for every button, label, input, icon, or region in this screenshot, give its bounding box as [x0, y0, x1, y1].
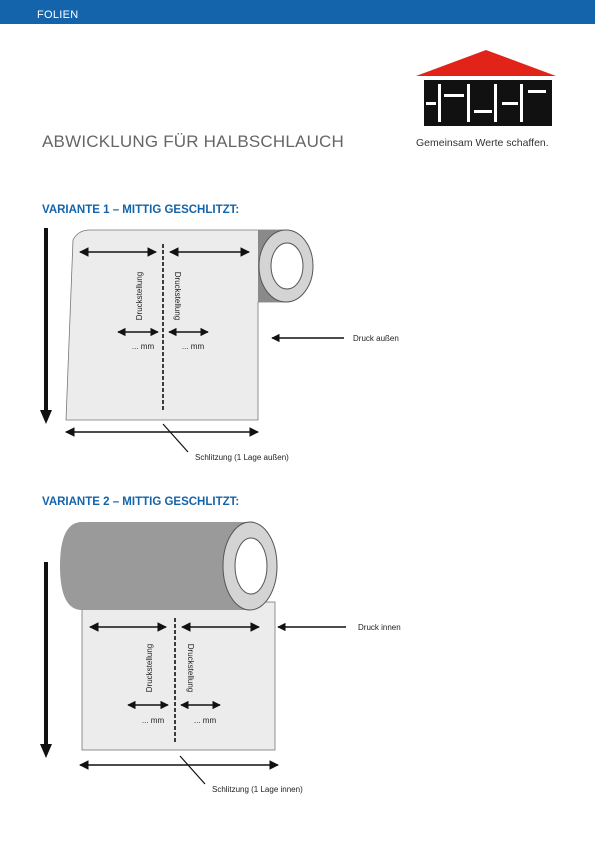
print-position-label-right: Druckstellung: [173, 271, 182, 321]
print-position-label-right: Druckstellung: [186, 643, 195, 693]
section-tag: FOLIEN: [37, 9, 79, 21]
roll-core: [271, 243, 303, 289]
dim-label-left: ... mm: [141, 716, 165, 725]
roll-body: [60, 522, 250, 610]
dim-label-right: ... mm: [193, 716, 217, 725]
print-side-label: Druck außen: [353, 334, 399, 343]
variant-2-diagram: [0, 515, 595, 805]
slit-leader-line: [163, 424, 188, 452]
unwind-arrowhead: [40, 410, 52, 424]
film-web: [82, 602, 275, 750]
bachl-logo: [414, 50, 558, 128]
logo-tagline: Gemeinsam Werte schaffen.: [416, 137, 549, 149]
film-web: [66, 230, 286, 420]
slit-note: Schlitzung (1 Lage außen): [195, 453, 289, 462]
dim-label-right: ... mm: [181, 342, 205, 351]
top-bar: [0, 0, 595, 24]
slit-note: Schlitzung (1 Lage innen): [212, 785, 303, 794]
print-position-label-left: Druckstellung: [135, 271, 144, 321]
unwind-arrowhead: [40, 744, 52, 758]
page-title: ABWICKLUNG FÜR HALBSCHLAUCH: [42, 132, 345, 151]
print-side-label: Druck innen: [358, 623, 401, 632]
variant-1-diagram: [0, 220, 595, 470]
print-position-label-left: Druckstellung: [145, 643, 154, 693]
roll-core: [235, 538, 267, 594]
logo-wordmark-block: [424, 80, 552, 126]
dim-label-left: ... mm: [131, 342, 155, 351]
variant-1-heading: VARIANTE 1 – MITTIG GESCHLITZT:: [42, 204, 240, 216]
logo-roof: [416, 50, 556, 76]
slit-leader-line: [180, 756, 205, 784]
variant-2-heading: VARIANTE 2 – MITTIG GESCHLITZT:: [42, 496, 240, 508]
